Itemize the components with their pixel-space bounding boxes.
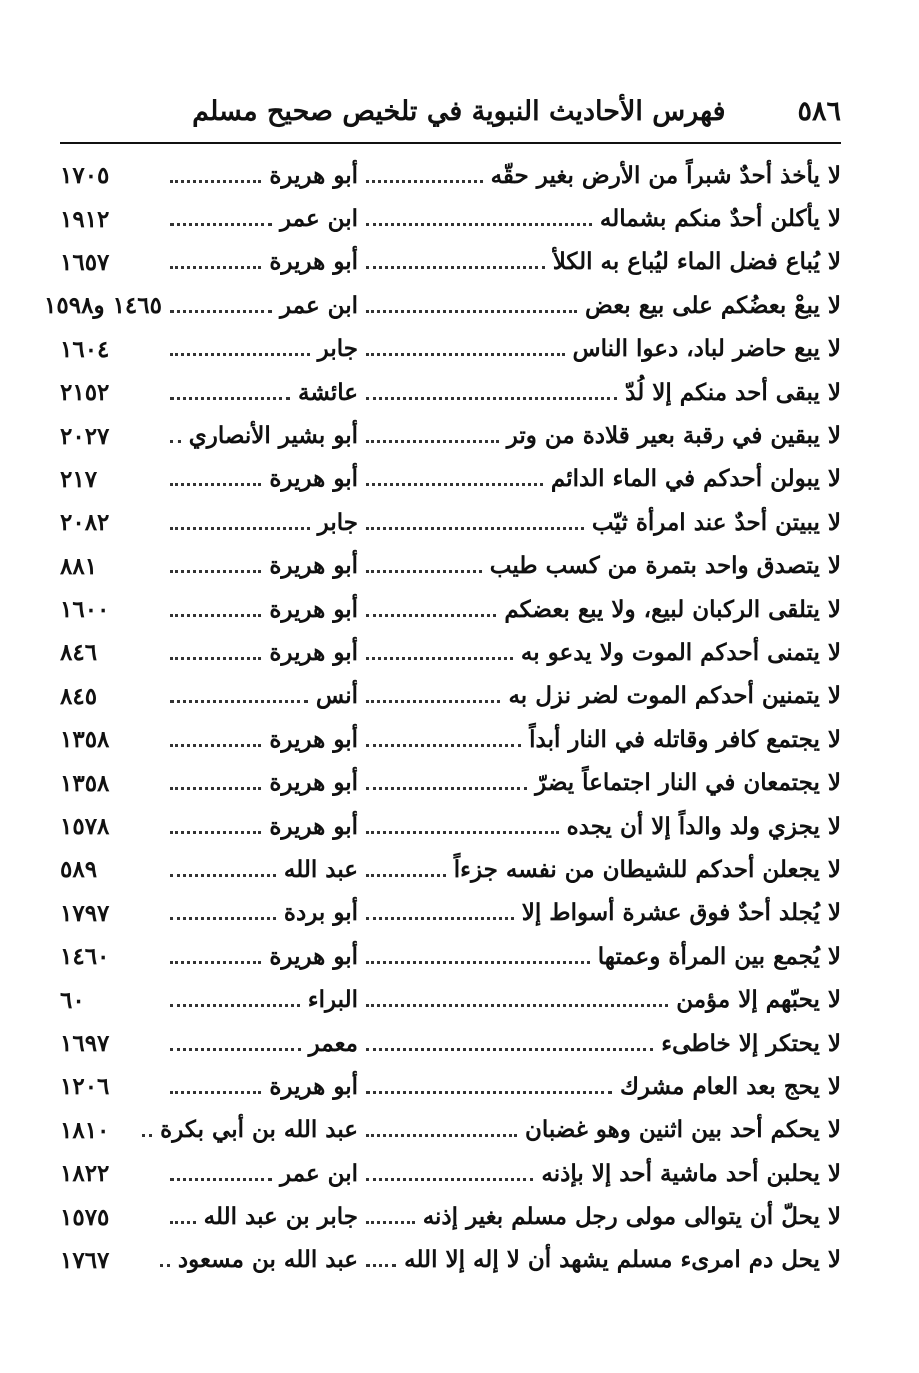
narrator-name: عبد الله (283, 855, 358, 883)
hadith-text-cell (358, 1116, 841, 1144)
narrator-cell (162, 899, 358, 927)
hadith-text: لا يجتمعان في النار اجتماعاً يضرّ (535, 769, 841, 797)
narrator-cell (162, 205, 358, 233)
dot-leader (366, 917, 514, 920)
narrator-cell (162, 986, 358, 1014)
hadith-text-cell (358, 596, 841, 624)
hadith-text: لا يبقين في رقبة بعير قلادة من وتر (506, 422, 841, 450)
dot-leader (170, 831, 261, 834)
index-row (60, 588, 841, 631)
hadith-text-cell (358, 465, 841, 493)
hadith-text: لا يتمنين أحدكم الموت لضر نزل به (508, 682, 841, 710)
hadith-text: لا يحلّ أن يتوالى مولى رجل مسلم بغير إذنه (422, 1203, 841, 1231)
index-row (60, 935, 841, 978)
hadith-number: ٢١٧ (60, 465, 98, 493)
narrator-name: أبو بشير الأنصاري (188, 422, 358, 450)
narrator-cell (162, 726, 358, 754)
dot-leader (366, 787, 527, 790)
dot-leader (366, 831, 559, 834)
hadith-text: لا يحتكر إلا خاطىء (661, 1029, 841, 1057)
hadith-number: ١٢٠٦ (60, 1073, 110, 1101)
hadith-number: ١٤٦٥ و١٥٩٨ (44, 292, 162, 320)
index-row (60, 805, 841, 848)
index-row (60, 892, 841, 935)
narrator-name: أبو هريرة (269, 812, 358, 840)
dot-leader (366, 700, 500, 703)
dot-leader (366, 1091, 612, 1094)
dot-leader (170, 874, 276, 877)
hadith-text: لا يتصدق واحد بتمرة من كسب طيب (489, 552, 841, 580)
narrator-cell (162, 943, 358, 971)
hadith-text-cell (358, 986, 841, 1014)
dot-leader (170, 917, 276, 920)
narrator-cell (162, 292, 358, 320)
hadith-text-cell (358, 856, 841, 884)
narrator-cell (152, 1246, 358, 1274)
index-row (60, 1152, 841, 1195)
hadith-text: لا يُجمع بين المرأة وعمتها (597, 942, 841, 970)
hadith-index-list (44, 154, 841, 1282)
index-row (60, 414, 841, 457)
dot-leader (366, 1178, 533, 1181)
dot-leader (366, 1221, 415, 1224)
page-header (60, 88, 841, 134)
dot-leader (170, 440, 181, 443)
hadith-text-cell (358, 1073, 841, 1101)
narrator-name: أبو هريرة (269, 465, 358, 493)
narrator-cell (162, 769, 358, 797)
hadith-text-cell (358, 1246, 841, 1274)
hadith-text-cell (358, 248, 841, 276)
hadith-text: لا يبولن أحدكم في الماء الدائم (550, 465, 841, 493)
narrator-name: أبو هريرة (269, 725, 358, 753)
hadith-text: لا يحلبن أحد ماشية أحد إلا بإذنه (541, 1159, 841, 1187)
dot-leader (170, 1004, 300, 1007)
narrator-cell (162, 639, 358, 667)
hadith-number: ١٧٩٧ (60, 899, 110, 927)
index-row (60, 675, 841, 718)
narrator-name: أبو هريرة (269, 1072, 358, 1100)
dot-leader (170, 787, 261, 790)
hadith-number: ٨٤٥ (60, 682, 98, 710)
dot-leader (170, 961, 261, 964)
index-row (60, 848, 841, 891)
index-row (60, 545, 841, 588)
narrator-name: جابر (317, 508, 358, 536)
narrator-name: أبو هريرة (269, 552, 358, 580)
narrator-cell (162, 162, 358, 190)
dot-leader (170, 223, 272, 226)
hadith-text-cell (358, 1160, 841, 1188)
dot-leader (170, 570, 261, 573)
hadith-text: لا يبيتن أحدٌ عند امرأة ثيّب (591, 508, 841, 536)
narrator-name: أبو هريرة (269, 942, 358, 970)
narrator-cell (162, 465, 358, 493)
narrator-cell (162, 1073, 358, 1101)
narrator-name: معمر (308, 1029, 358, 1057)
narrator-name: أبو هريرة (269, 248, 358, 276)
index-row (60, 458, 841, 501)
dot-leader (142, 1134, 152, 1137)
dot-leader (366, 483, 543, 486)
page-number: ٥٨٦ (797, 95, 841, 127)
index-row (60, 241, 841, 284)
dot-leader (366, 353, 565, 356)
narrator-name: أنس (315, 682, 358, 710)
dot-leader (170, 310, 272, 313)
hadith-text: لا يجعلن أحدكم للشيطان من نفسه جزءاً (453, 855, 841, 883)
hadith-text: لا يبع حاضر لباد، دعوا الناس (572, 335, 841, 363)
dot-leader (160, 1264, 170, 1267)
hadith-number: ١٦٠٠ (60, 596, 110, 624)
dot-leader (366, 744, 521, 747)
index-row (60, 1109, 841, 1152)
hadith-text-cell (358, 813, 841, 841)
hadith-text-cell (358, 726, 841, 754)
dot-leader (170, 1221, 196, 1224)
narrator-name: عائشة (298, 378, 358, 406)
dot-leader (366, 1048, 653, 1051)
dot-leader (170, 483, 261, 486)
narrator-name: البراء (307, 986, 358, 1014)
dot-leader (366, 1004, 668, 1007)
hadith-text-cell (358, 639, 841, 667)
narrator-cell (134, 1116, 358, 1144)
narrator-name: أبو هريرة (269, 769, 358, 797)
hadith-text-cell (358, 899, 841, 927)
index-row (60, 154, 841, 197)
narrator-cell (162, 856, 358, 884)
hadith-text: لا يجتمع كافر وقاتله في النار أبداً (529, 725, 841, 753)
index-row (60, 718, 841, 761)
index-row (44, 284, 841, 327)
hadith-text-cell (358, 335, 841, 363)
narrator-cell (162, 552, 358, 580)
header-rule (60, 142, 841, 144)
dot-leader (366, 657, 513, 660)
dot-leader (366, 223, 592, 226)
dot-leader (366, 874, 446, 877)
narrator-name: ابن عمر (279, 291, 358, 319)
hadith-text: لا يُباع فضل الماء ليُباع به الكلأ (552, 248, 841, 276)
hadith-text-cell (358, 292, 841, 320)
narrator-cell (162, 596, 358, 624)
index-row (60, 328, 841, 371)
dot-leader (170, 744, 261, 747)
dot-leader (170, 527, 310, 530)
index-row (60, 501, 841, 544)
hadith-text: لا يحل دم امرىء مسلم يشهد أن لا إله إلا الله (404, 1246, 841, 1274)
narrator-name: أبو هريرة (269, 638, 358, 666)
hadith-number: ١٥٧٥ (60, 1203, 110, 1231)
hadith-number: ٢١٥٢ (60, 379, 110, 407)
hadith-text-cell (358, 943, 841, 971)
narrator-cell (162, 682, 358, 710)
hadith-number: ١٣٥٨ (60, 726, 110, 754)
index-row (60, 978, 841, 1021)
hadith-number: ١٦٥٧ (60, 248, 110, 276)
hadith-number: ١٩١٢ (60, 205, 110, 233)
dot-leader (366, 310, 577, 313)
hadith-text: لا يحبّهم إلا مؤمن (676, 986, 841, 1014)
hadith-text: لا يحكم أحد بين اثنين وهو غضبان (524, 1116, 841, 1144)
narrator-name: عبد الله بن مسعود (177, 1246, 358, 1274)
dot-leader (170, 1091, 261, 1094)
index-row (60, 1195, 841, 1238)
dot-leader (366, 266, 545, 269)
dot-leader (170, 1048, 301, 1051)
narrator-name: جابر بن عبد الله (203, 1203, 358, 1231)
narrator-cell (162, 813, 358, 841)
hadith-text: لا يجزي ولد والداً إلا أن يجده (566, 812, 841, 840)
narrator-cell (162, 1030, 358, 1058)
dot-leader (170, 353, 310, 356)
hadith-text-cell (358, 682, 841, 710)
hadith-number: ١٥٧٨ (60, 813, 110, 841)
dot-leader (366, 527, 584, 530)
hadith-number: ١٦٠٤ (60, 335, 110, 363)
narrator-cell (162, 335, 358, 363)
hadith-number: ١٤٦٠ (60, 943, 110, 971)
hadith-text-cell (358, 1203, 841, 1231)
hadith-number: ٢٠٨٢ (60, 509, 110, 537)
narrator-name: ابن عمر (279, 205, 358, 233)
dot-leader (366, 570, 482, 573)
hadith-number: ٦٠ (60, 986, 85, 1014)
narrator-cell (162, 1203, 358, 1231)
hadith-text: لا يحج بعد العام مشرك (619, 1072, 841, 1100)
hadith-text-cell (358, 162, 841, 190)
hadith-text-cell (358, 769, 841, 797)
hadith-number: ٨٤٦ (60, 639, 98, 667)
narrator-cell (162, 509, 358, 537)
dot-leader (366, 1134, 517, 1137)
dot-leader (366, 961, 590, 964)
narrator-name: أبو هريرة (269, 161, 358, 189)
narrator-name: أبو بردة (283, 899, 358, 927)
index-row (60, 1065, 841, 1108)
hadith-number: ٥٨٩ (60, 856, 98, 884)
hadith-text: لا يُجلد أحدٌ فوق عشرة أسواط إلا (521, 899, 841, 927)
hadith-number: ١٣٥٨ (60, 769, 110, 797)
hadith-number: ٢٠٢٧ (60, 422, 110, 450)
hadith-text: لا يأكلن أحدٌ منكم بشماله (599, 205, 841, 233)
narrator-name: ابن عمر (279, 1159, 358, 1187)
dot-leader (170, 614, 261, 617)
dot-leader (170, 266, 261, 269)
hadith-text-cell (358, 552, 841, 580)
hadith-number: ١٧٦٧ (60, 1246, 110, 1274)
dot-leader (170, 180, 261, 183)
narrator-name: عبد الله بن أبي بكرة (160, 1116, 358, 1144)
index-row (60, 631, 841, 674)
dot-leader (170, 700, 308, 703)
hadith-number: ١٧٠٥ (60, 162, 110, 190)
index-row (60, 1022, 841, 1065)
hadith-text-cell (358, 509, 841, 537)
hadith-text: لا يبقى أحد منكم إلا لُدّ (625, 378, 841, 406)
narrator-cell (162, 422, 358, 450)
dot-leader (366, 397, 617, 400)
narrator-name: جابر (317, 335, 358, 363)
page-title: فهرس الأحاديث النبوية في تلخيص صحيح مسلم (192, 95, 726, 127)
hadith-number: ١٨٢٢ (60, 1160, 110, 1188)
dot-leader (366, 614, 496, 617)
dot-leader (170, 397, 290, 400)
hadith-number: ١٦٩٧ (60, 1030, 110, 1057)
hadith-text: لا يبعْ بعضُكم على بيع بعض (585, 291, 841, 319)
narrator-name: أبو هريرة (269, 595, 358, 623)
narrator-cell (162, 379, 358, 407)
hadith-text: لا يتمنى أحدكم الموت ولا يدعو به (520, 638, 841, 666)
dot-leader (366, 1264, 396, 1267)
hadith-text-cell (358, 422, 841, 450)
hadith-text: لا يأخذ أحدٌ شبراً من الأرض بغير حقّه (490, 161, 841, 189)
index-row (60, 197, 841, 240)
hadith-text-cell (358, 379, 841, 407)
narrator-cell (162, 248, 358, 276)
dot-leader (170, 1178, 272, 1181)
dot-leader (366, 440, 499, 443)
hadith-number: ٨٨١ (60, 552, 98, 580)
hadith-text-cell (358, 1030, 841, 1058)
hadith-text-cell (358, 205, 841, 233)
hadith-text: لا يتلقى الركبان لبيع، ولا يبع بعضكم (504, 595, 841, 623)
index-row (60, 1239, 841, 1282)
narrator-cell (162, 1160, 358, 1188)
index-row (60, 761, 841, 804)
dot-leader (366, 180, 483, 183)
hadith-number: ١٨١٠ (60, 1116, 110, 1144)
index-row (60, 371, 841, 414)
dot-leader (170, 657, 261, 660)
